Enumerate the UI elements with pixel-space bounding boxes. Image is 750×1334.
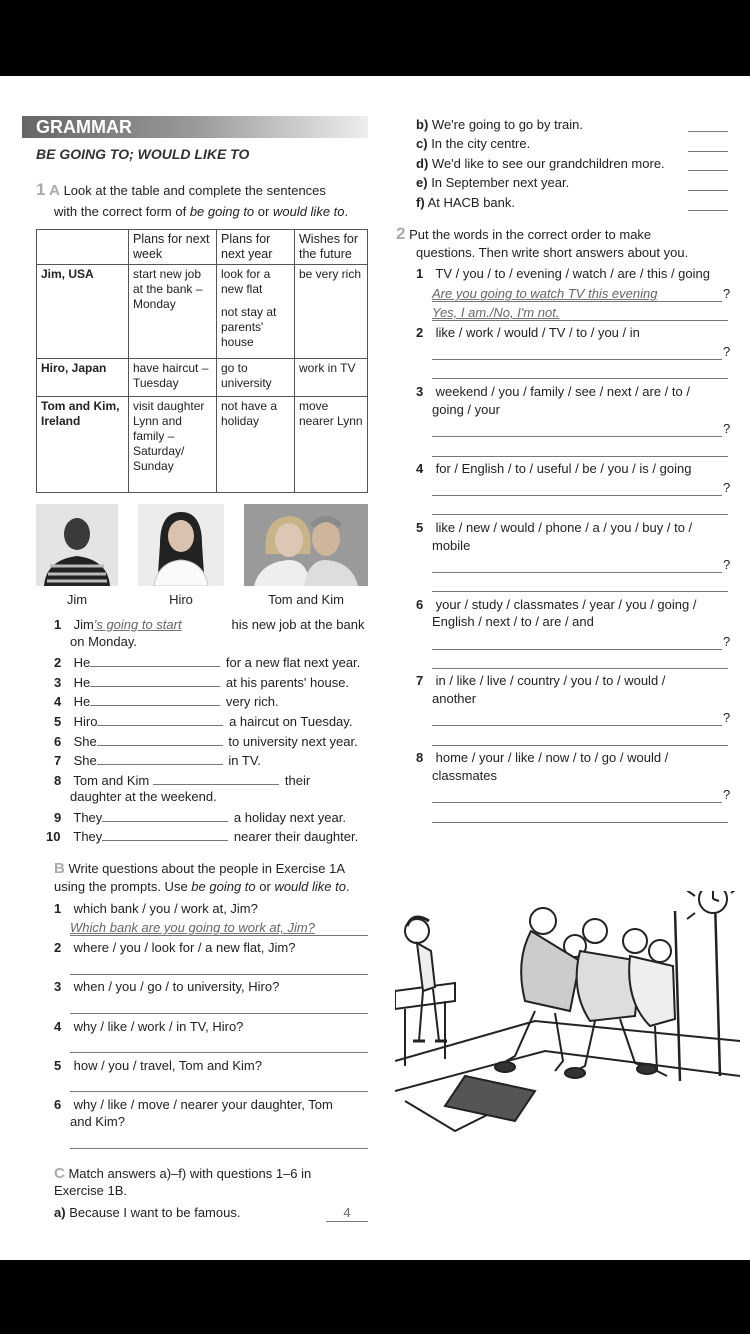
item-prompt: like / work / would / TV / to / you / in <box>435 325 640 340</box>
ex1c-item <box>54 1205 240 1221</box>
item-letter: b) <box>416 117 429 132</box>
answer-line[interactable] <box>432 745 728 746</box>
answer-line[interactable] <box>432 649 722 650</box>
ex1b-instruction-line-2 <box>54 879 350 895</box>
item-prompt: your / study / classmates / year / you / going / <box>435 597 697 612</box>
match-answer-blank[interactable] <box>688 210 728 211</box>
match-answer-blank[interactable]: 4 <box>326 1205 368 1222</box>
ex2-item-cont: going / your <box>432 402 500 417</box>
item-letter: a) <box>54 1205 66 1220</box>
text: would like to <box>274 879 346 894</box>
item-text: At HACB bank. <box>427 195 516 210</box>
answer-blank[interactable] <box>90 693 220 706</box>
text: be going to <box>191 879 256 894</box>
ex1a-item-cont: daughter at the weekend. <box>70 789 217 804</box>
exercise-letter: A <box>49 182 60 199</box>
match-answer-blank[interactable] <box>688 170 728 171</box>
table-header-cell <box>37 230 129 265</box>
table-cell: have haircut – Tuesday <box>129 359 217 397</box>
table-cell: go to university <box>217 359 295 397</box>
ex2-instruction-line-2: questions. Then write short answers about you. <box>416 245 689 260</box>
item-letter: c) <box>416 136 428 151</box>
item-prompt: which bank / you / work at, Jim? <box>73 901 258 916</box>
ex1b-item <box>54 1097 333 1113</box>
text: with the correct form of <box>54 204 190 219</box>
answer-line <box>70 935 368 936</box>
question-mark: ? <box>723 557 731 572</box>
ex2-item <box>416 266 710 282</box>
answer-blank[interactable] <box>102 809 228 822</box>
item-text: Hiro <box>73 714 98 729</box>
item-text: Tom and Kim <box>73 773 150 788</box>
item-letter: d) <box>416 156 429 171</box>
ex1a-item <box>54 733 358 750</box>
item-number: 1 <box>54 901 62 916</box>
answer-blank[interactable] <box>102 828 228 841</box>
item-number: 8 <box>416 750 424 765</box>
item-text: Jim <box>73 617 94 632</box>
ex1a-item <box>54 772 310 789</box>
exercise-letter: B <box>54 860 65 877</box>
item-text: In September next year. <box>431 175 570 190</box>
answer-line[interactable] <box>432 378 728 379</box>
answer-line[interactable] <box>432 572 722 573</box>
ex1c-item <box>416 195 515 211</box>
answer-line[interactable] <box>432 456 728 457</box>
item-text: We're going to go by train. <box>431 117 584 132</box>
item-prompt: why / like / work / in TV, Hiro? <box>73 1019 244 1034</box>
instruction-line-1: Put the words in the correct order to make <box>409 227 652 242</box>
ex2-item <box>416 673 665 689</box>
item-prompt: home / your / like / now / to / go / would / <box>435 750 669 765</box>
table-cell: start new job at the bank – Monday <box>129 265 217 359</box>
ex2-item <box>416 461 691 477</box>
ex1a-item-cont: on Monday. <box>70 634 137 649</box>
ex1c-instruction <box>54 1166 311 1182</box>
answer-blank[interactable] <box>97 733 223 746</box>
ex2-instruction <box>396 226 651 243</box>
answer-line[interactable] <box>70 1013 368 1014</box>
exercise-letter: C <box>54 1165 65 1182</box>
answer-line[interactable] <box>70 1148 368 1149</box>
item-text: Because I want to be famous. <box>69 1205 241 1220</box>
item-text: She <box>73 734 97 749</box>
answer-line[interactable] <box>432 822 728 823</box>
ex1b-item <box>54 901 258 917</box>
question-mark: ? <box>723 344 731 359</box>
text: be going to <box>189 204 255 219</box>
item-number: 3 <box>416 384 424 399</box>
ex1a-item <box>54 654 360 671</box>
item-prompt: for / English / to / useful / be / you / is / going <box>435 461 692 476</box>
item-number: 1 <box>416 266 424 281</box>
text: would like to <box>272 204 345 219</box>
item-number: 7 <box>416 673 424 688</box>
item-number: 5 <box>54 1058 62 1073</box>
table-header-cell: Plans for next year <box>217 230 295 265</box>
classroom-cartoon-illustration <box>395 891 740 1146</box>
answer-line[interactable] <box>432 591 728 592</box>
item-text: We'd like to see our grandchildren more. <box>431 156 665 171</box>
table-cell: visit daughter Lynn and family – Saturday/ Sunday <box>129 397 217 493</box>
table-cell: not have a holiday <box>217 397 295 493</box>
item-number: 4 <box>54 694 62 709</box>
item-text: They <box>73 810 103 825</box>
item-number: 5 <box>54 714 62 729</box>
item-prompt: why / like / move / nearer your daughter, Tom <box>73 1097 333 1112</box>
table-row <box>37 265 368 359</box>
answer-line[interactable] <box>70 1052 368 1053</box>
item-text: She <box>73 753 97 768</box>
question-mark: ? <box>723 480 731 495</box>
text: or <box>255 879 275 894</box>
text: . <box>345 879 350 894</box>
item-number: 9 <box>54 810 62 825</box>
item-number: 4 <box>416 461 424 476</box>
answer-blank[interactable] <box>97 752 223 765</box>
item-letter: e) <box>416 175 428 190</box>
ex1c-item <box>416 136 530 152</box>
ex2-item <box>416 384 690 400</box>
ex2-item-cont: another <box>432 691 477 706</box>
table-row <box>37 397 368 493</box>
table-cell-name: Tom and Kim, Ireland <box>37 397 129 493</box>
answer-blank[interactable] <box>90 654 220 667</box>
item-prompt: when / you / go / to university, Hiro? <box>73 979 280 994</box>
ex1b-answer[interactable]: Which bank are you going to work at, Jim? <box>70 920 315 935</box>
exercise-number: 2 <box>396 224 406 243</box>
exercise-number: 1 <box>36 180 46 199</box>
item-text: In the city centre. <box>431 136 531 151</box>
question-mark: ? <box>723 710 731 725</box>
item-text: He <box>73 655 91 670</box>
table-cell <box>217 265 295 359</box>
match-answer-blank[interactable] <box>688 151 728 152</box>
item-number: 3 <box>54 675 62 690</box>
match-answer-blank[interactable] <box>688 190 728 191</box>
photo-caption-jim: Jim <box>66 592 88 607</box>
ex1a-item <box>54 693 279 710</box>
item-prompt: weekend / you / family / see / next / are / to / <box>435 384 690 399</box>
table-cell: be very rich <box>295 265 368 359</box>
ex1c-item <box>416 117 583 133</box>
instruction-line-1: Match answers a)–f) with questions 1–6 in <box>68 1166 312 1181</box>
table-cell: move nearer Lynn <box>295 397 368 493</box>
item-text: a haircut on Tuesday. <box>229 714 353 729</box>
ex1a-item <box>54 752 261 769</box>
ex1a-item <box>54 713 352 730</box>
item-text: They <box>73 829 103 844</box>
ex1a-item <box>46 828 358 845</box>
answer-line[interactable] <box>432 359 722 360</box>
ex2-item <box>416 750 668 766</box>
answer-line <box>432 301 722 302</box>
photo-caption-hiro: Hiro <box>169 592 193 607</box>
question-mark: ? <box>723 634 731 649</box>
item-prompt: TV / you / to / evening / watch / are / this / going <box>435 266 710 281</box>
ex1b-item <box>54 979 279 995</box>
item-number: 3 <box>54 979 62 994</box>
item-text: He <box>73 694 91 709</box>
text: or <box>254 204 273 219</box>
answer-line[interactable] <box>432 514 728 515</box>
ex2-item <box>416 597 696 613</box>
ex2-short-answer[interactable]: Yes, I am./No, I'm not. <box>432 305 560 320</box>
section-subtitle: BE GOING TO; WOULD LIKE TO <box>36 146 250 162</box>
item-number: 1 <box>54 617 62 632</box>
item-text: a holiday next year. <box>233 810 346 825</box>
worksheet-page <box>0 76 750 1260</box>
ex1a-item <box>54 674 349 691</box>
answer-blank[interactable] <box>97 713 223 726</box>
item-text: for a new flat next year. <box>225 655 361 670</box>
item-number: 2 <box>54 940 62 955</box>
table-cell-name: Jim, USA <box>37 265 129 359</box>
table-header-cell: Wishes for the future <box>295 230 368 265</box>
item-text: He <box>73 675 91 690</box>
section-title: GRAMMAR <box>36 117 132 137</box>
item-prompt: like / new / would / phone / a / you / buy / to / <box>435 520 693 535</box>
text: . <box>344 204 349 219</box>
photo-hiro <box>138 504 224 586</box>
item-number: 8 <box>54 773 62 788</box>
ex1b-item <box>54 940 295 956</box>
ex1a-item <box>54 809 346 826</box>
item-prompt: in / like / live / country / you / to / would / <box>435 673 666 688</box>
cell-text: not stay at parents' house <box>221 305 277 349</box>
ex1a-item <box>54 617 364 633</box>
answer-line <box>432 320 728 321</box>
item-number: 6 <box>54 734 62 749</box>
cell-text: look for a new flat <box>221 267 271 296</box>
item-number: 2 <box>54 655 62 670</box>
ex1b-item-cont: and Kim? <box>70 1114 125 1129</box>
ex1c-instruction-line-2: Exercise 1B. <box>54 1183 127 1198</box>
match-answer-blank[interactable] <box>688 131 728 132</box>
ex1a-instruction <box>36 182 326 199</box>
answer-blank[interactable]: 's going to start <box>93 617 182 632</box>
question-mark: ? <box>723 286 731 301</box>
table-cell-name: Hiro, Japan <box>37 359 129 397</box>
answer-line[interactable] <box>70 1091 368 1092</box>
item-prompt: how / you / travel, Tom and Kim? <box>73 1058 262 1073</box>
item-text: very rich. <box>225 694 279 709</box>
instruction-line-1: Look at the table and complete the sentences <box>63 183 326 198</box>
photo-tom-and-kim <box>244 504 368 586</box>
item-number: 10 <box>46 829 61 844</box>
item-number: 4 <box>54 1019 62 1034</box>
item-prompt: where / you / look for / a new flat, Jim? <box>73 940 296 955</box>
ex2-item <box>416 325 640 341</box>
ex2-item-cont: classmates <box>432 768 498 783</box>
photo-jim <box>36 504 118 586</box>
item-letter: f) <box>416 195 425 210</box>
ex2-answer[interactable]: Are you going to watch TV this evening <box>432 286 658 301</box>
answer-line[interactable] <box>432 495 722 496</box>
question-mark: ? <box>723 421 731 436</box>
table-row <box>37 359 368 397</box>
item-number: 5 <box>416 520 424 535</box>
item-number: 6 <box>416 597 424 612</box>
table-cell: work in TV <box>295 359 368 397</box>
answer-line[interactable] <box>432 802 722 803</box>
answer-line[interactable] <box>432 436 722 437</box>
answer-blank[interactable] <box>153 772 279 785</box>
text: using the prompts. Use <box>54 879 192 894</box>
answer-line[interactable] <box>70 974 368 975</box>
answer-line[interactable] <box>432 725 722 726</box>
answer-line[interactable] <box>432 668 728 669</box>
item-text: nearer their daughter. <box>233 829 359 844</box>
ex1b-item <box>54 1058 262 1074</box>
item-number: 2 <box>416 325 424 340</box>
table-header-cell: Plans for next week <box>129 230 217 265</box>
ex2-item-cont: mobile <box>432 538 471 553</box>
item-number: 7 <box>54 753 62 768</box>
question-mark: ? <box>723 787 731 802</box>
ex1b-instruction <box>54 861 345 877</box>
ex1c-item <box>416 175 569 191</box>
answer-blank[interactable] <box>90 674 220 687</box>
item-text: in TV. <box>228 753 261 768</box>
ex2-item-cont: English / next / to / are / and <box>432 614 594 629</box>
ex1a-instruction-line-2 <box>54 204 348 220</box>
item-text: at his parents' house. <box>225 675 350 690</box>
ex1c-item <box>416 156 665 172</box>
item-text: to university next year. <box>228 734 358 749</box>
item-text: their <box>284 773 311 788</box>
ex2-item <box>416 520 692 536</box>
table-header-row <box>37 230 368 265</box>
item-number: 6 <box>54 1097 62 1112</box>
plans-table <box>36 229 368 493</box>
instruction-line-1: Write questions about the people in Exercise 1A <box>68 861 346 876</box>
item-text: his new job at the bank <box>231 617 365 632</box>
photo-caption-tom-and-kim: Tom and Kim <box>268 592 344 607</box>
ex1b-item <box>54 1019 243 1035</box>
